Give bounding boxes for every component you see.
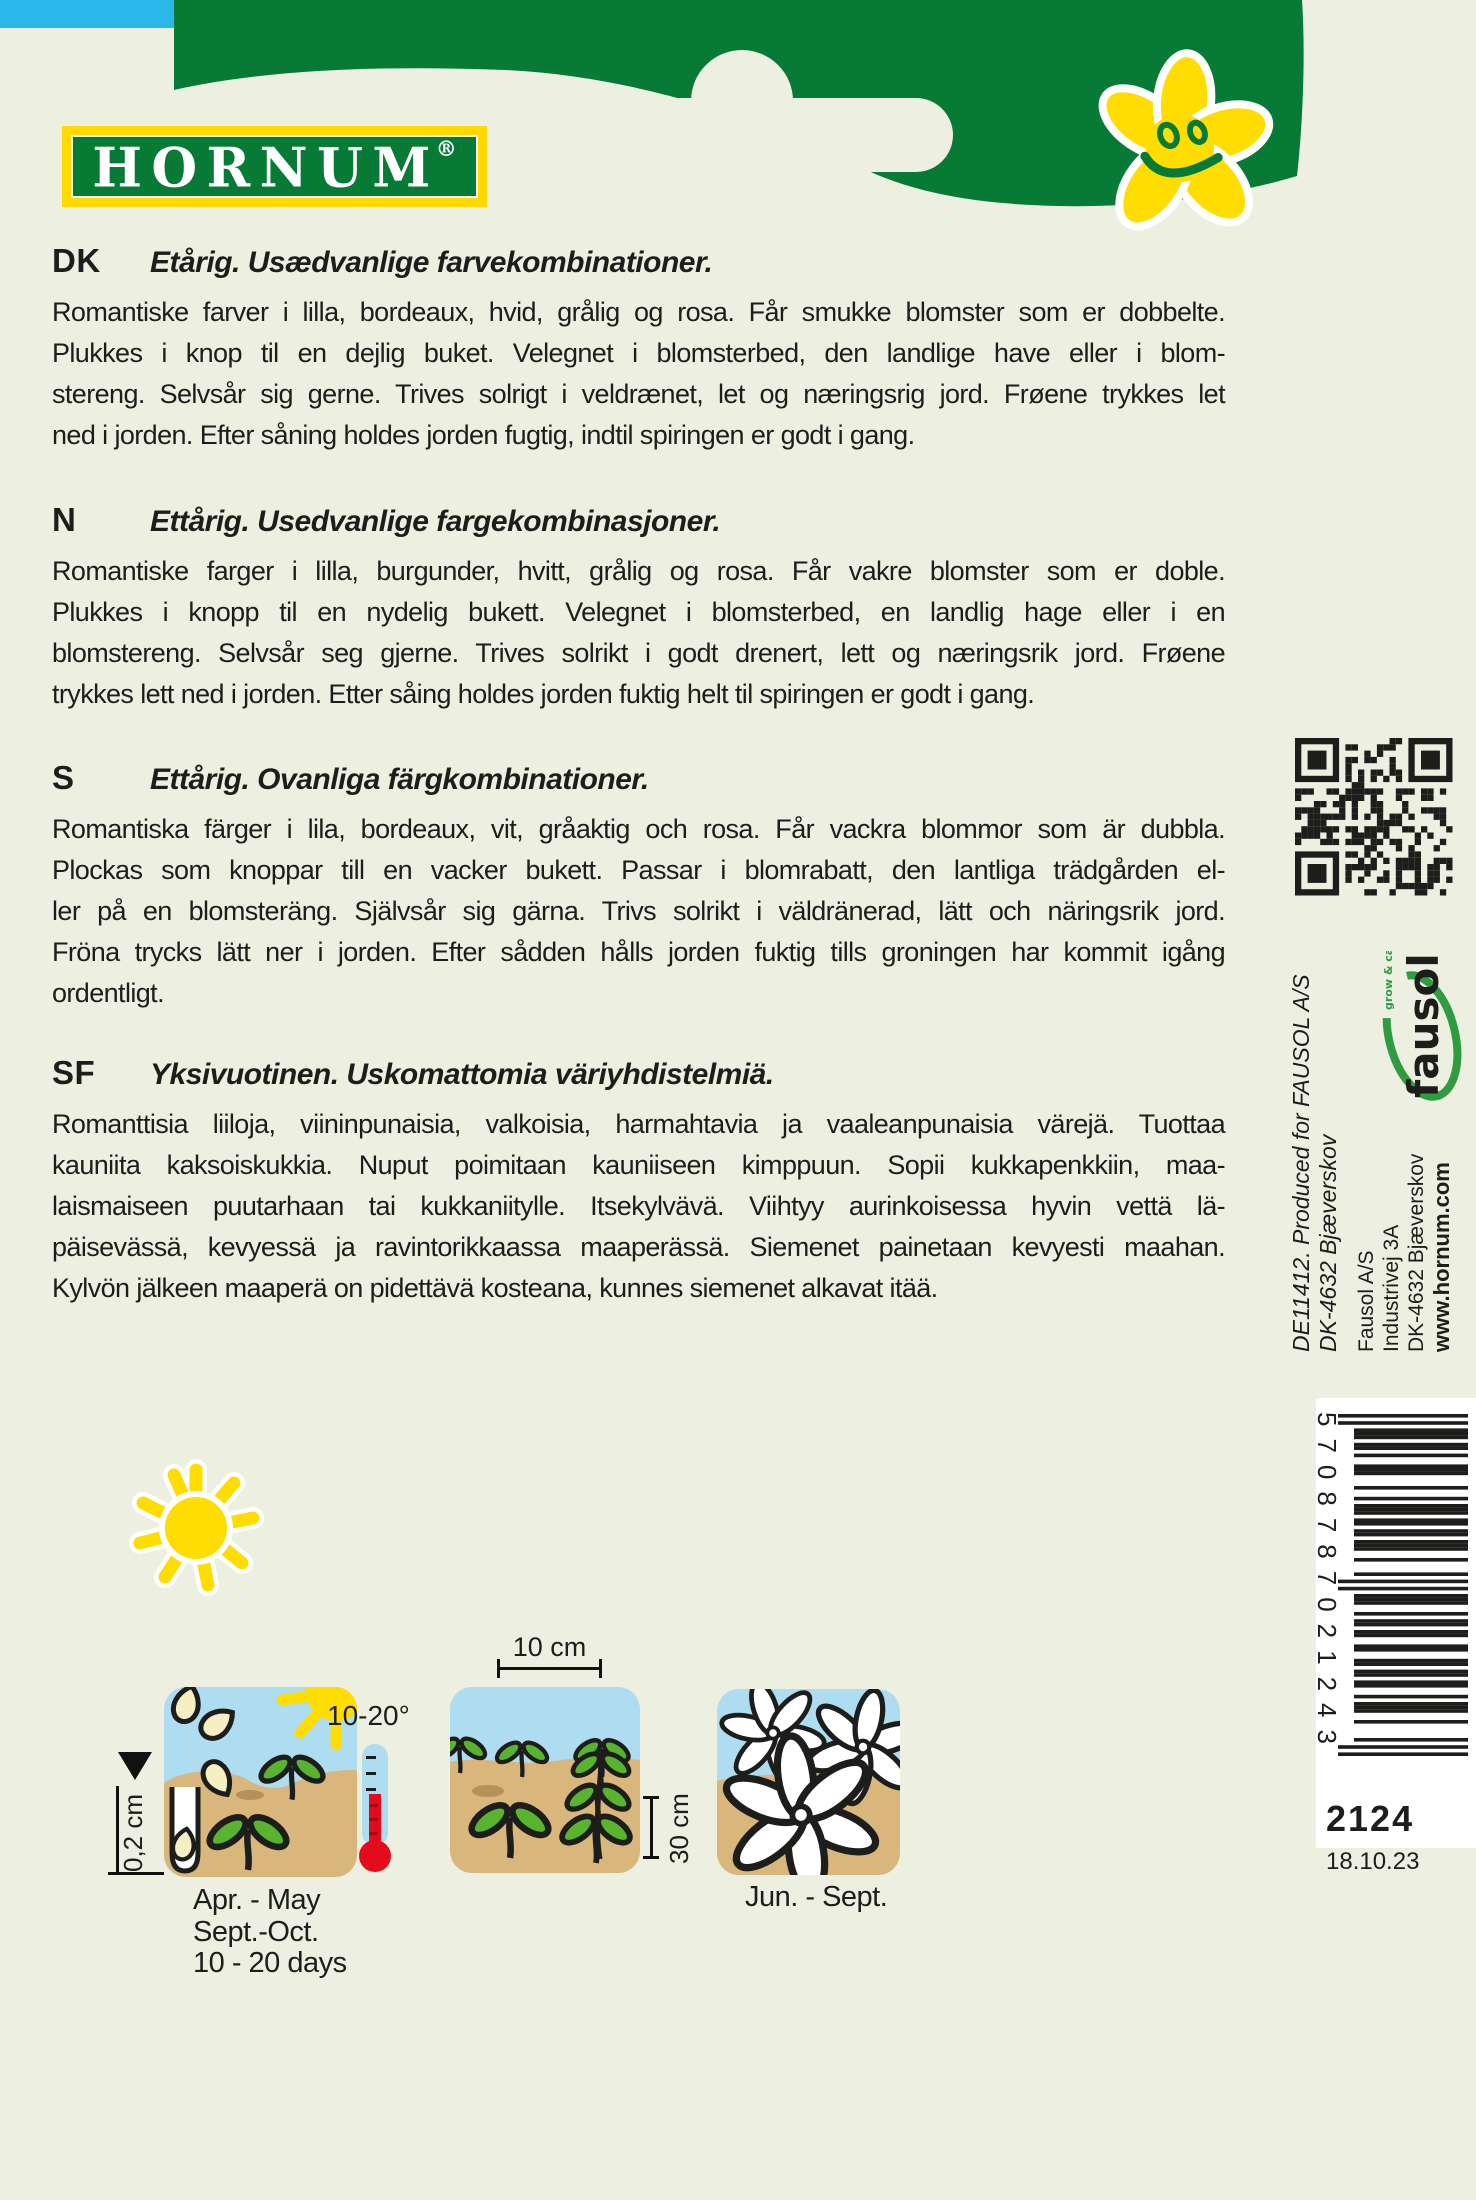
spacing-label: 10 cm [512,1632,587,1662]
sow-months: Sept.-Oct. [193,1915,319,1948]
produced-line: DE11412. Produced for FAUSOL A/S [1288,974,1314,1352]
body-line: Plockas som knoppar till en vacker bukett. Passar i blomrabatt, den lantliga trädgården el- [52,855,1225,885]
section-s [52,759,1225,1014]
depth-label: 0,2 cm [118,1793,148,1872]
fausol-tagline: grow & care [1382,951,1395,1010]
packing-date: 18.10.23 [1326,1848,1420,1875]
seedlings-panel [450,1687,640,1873]
temperature-label: 10-20° [327,1700,410,1731]
fausol-wordmark: fausol [1399,953,1448,1098]
height-tick [643,1856,659,1859]
body-line: Plukkes i knop til en dejlig buket. Velegnet i blomsterbed, den landlige have eller i blom- [52,338,1225,368]
body-line: ler på en blomsteräng. Självsår sig gärna. Trivs solrikt i väldränerad, lätt och näringsrik jord. [52,896,1225,926]
body-line: ordentligt. [52,978,164,1008]
body-line: Plukkes i knopp til en nydelig bukett. Velegnet i blomsterbed, en landlig hage eller i en [52,597,1225,627]
body-line: Kylvön jälkeen maaperä on pidettävä kosteana, kunnes siemenet alkavat itää. [52,1273,938,1303]
blue-strip [0,0,174,28]
body-line: päisevässä, kevyessä ja ravintorikkaassa maaperässä. Siemenet painetaan kevyesti maahan. [52,1232,1225,1262]
section-title: Yksivuotinen. Uskomattomia väriyhdistelmiä. [150,1058,774,1091]
item-code: 2124 [1326,1798,1415,1839]
body-line: laismaiseen puutarhaan tai kukkaniitylle. Itsekylvävä. Viihtyy aurinkoisessa hyvin vettä lä- [52,1191,1225,1221]
produced-line: DK-4632 Bjæverskov [1315,1134,1341,1352]
sun-icon [128,1458,268,1598]
body-line: Fröna trycks lätt ner i jorden. Efter sådden hålls jorden fuktig tills groningen har kommit igång [52,937,1225,967]
registered-mark: ® [435,135,457,162]
section-dk [52,242,1225,456]
spacing-tick [497,1659,500,1678]
spacing-line [497,1667,602,1670]
hornum-logo [62,126,487,207]
sow-months: Apr. - May [193,1884,321,1916]
qr-code [1295,738,1453,896]
smiley-flower-icon [1055,46,1305,256]
body-line: trykkes lett ned i jorden. Etter såing holdes jorden fuktig helt til spiringen er godt i gang. [52,679,1035,709]
barcode-number: 5708787021243 [1312,1412,1342,1756]
body-line: Romanttisia liiloja, viininpunaisia, valkoisia, harmahtavia ja vaaleanpunaisia värejä. Tuottaa [52,1109,1225,1139]
body-line: ned i jorden. Efter såning holdes jorden fugtig, indtil spiringen er godt i gang. [52,420,915,450]
thermometer-bulb [359,1840,391,1872]
fausol-logo [1376,951,1474,1106]
lang-label: S [52,759,75,796]
body-line: Romantiske farger i lilla, burgunder, hvitt, grålig og rosa. Får vakre blomster som er doble. [52,556,1225,586]
barcode [1310,1408,1468,1768]
spacing-tick [599,1659,602,1678]
section-title: Ettårig. Ovanliga färgkombinationer. [150,763,649,796]
flowering-panel [717,1689,900,1875]
address-line: Fausol A/S [1355,1250,1378,1352]
lang-label: SF [52,1054,96,1091]
body-line: Romantiske farver i lilla, bordeaux, hvid, grålig og rosa. Får smukke blomster som er dobbelte. [52,297,1225,327]
sowing-period [193,1885,347,1980]
address-block [1354,1107,1454,1352]
section-sf [52,1054,1225,1309]
address-line: DK-4632 Bjæverskov [1405,1153,1428,1352]
lang-label: N [52,501,77,538]
body-line: kauniita kaksoiskukkia. Nuput poimitaan kauniiseen kimppuun. Sopii kukkapenkkiin, maa- [52,1150,1225,1180]
bloom-period: Jun. - Sept. [745,1881,888,1913]
body-line: Romantiska färger i lila, bordeaux, vit, gråaktig och rosa. Får vackra blommor som är dubbla. [52,814,1225,844]
address-line: Industrivej 3A [1380,1224,1403,1352]
produced-for-text [1288,954,1342,1352]
height-line [650,1798,653,1858]
website-url: www.hornum.com [1429,1162,1454,1352]
sowing-depth-tube-icon [171,1787,198,1871]
germination-days: 10 - 20 days [193,1947,347,1979]
depth-arrow-icon [118,1752,152,1780]
brand-name: HORNUM [92,135,440,200]
height-label: 30 cm [664,1793,694,1864]
lang-label: DK [52,242,101,279]
section-title: Ettårig. Usedvanlige fargekombinasjoner. [150,505,721,538]
height-tick [643,1796,659,1799]
body-line: blomstereng. Selvsår seg gjerne. Trives solrikt i godt drenert, lett og næringsrik jord. Frøene [52,638,1225,668]
depth-baseline [108,1872,164,1875]
body-line: stereng. Selvsår sig gerne. Trives solrigt i veldrænet, let og næringsrig jord. Frøene trykkes let [52,379,1225,409]
section-n [52,501,1225,715]
section-title: Etårig. Usædvanlige farvekombinationer. [150,246,713,279]
